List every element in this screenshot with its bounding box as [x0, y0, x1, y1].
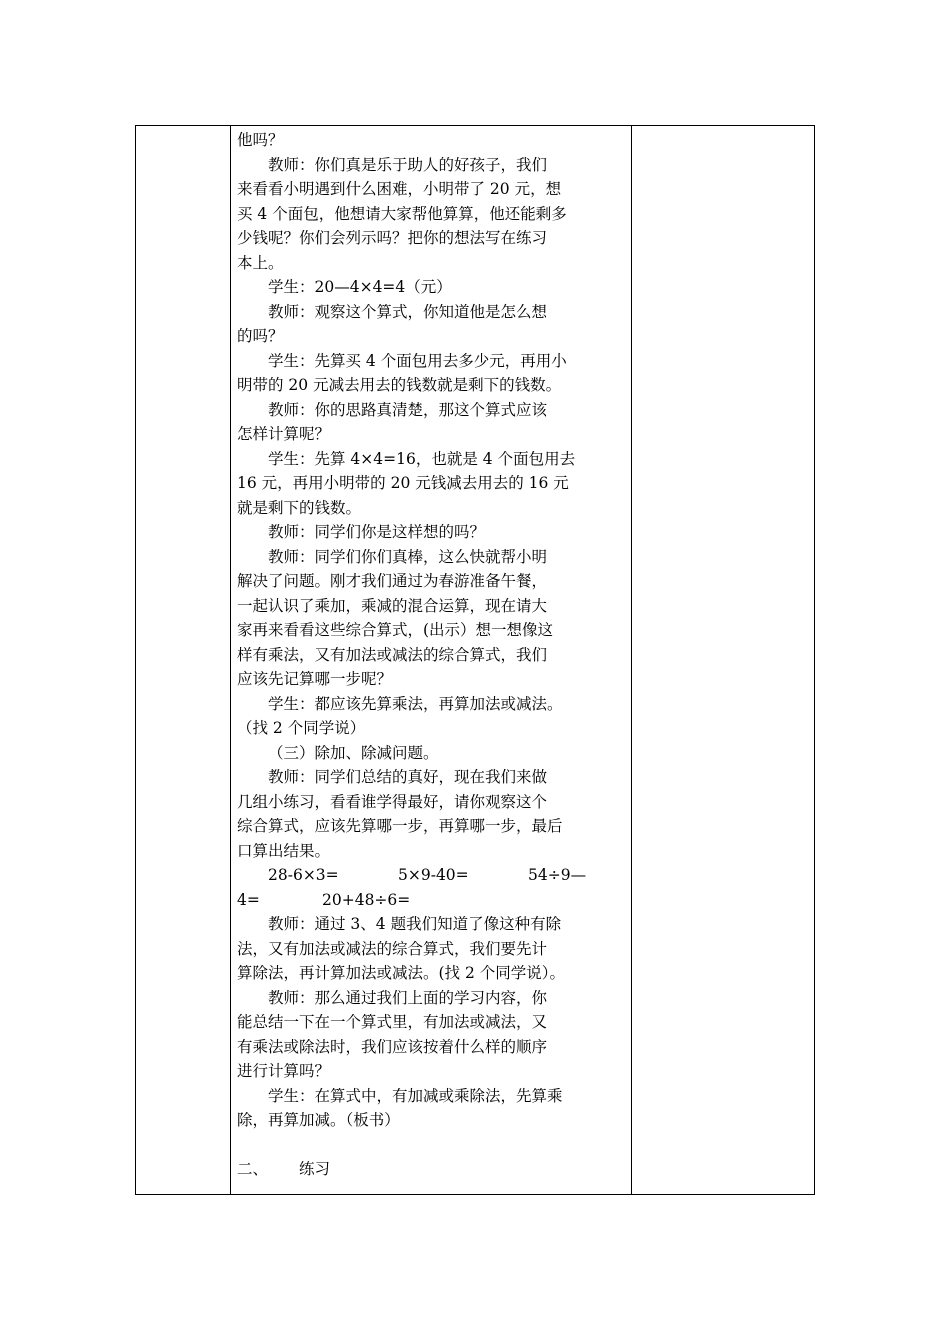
exercise-3: 54÷9— [528, 866, 587, 884]
text-line: 样有乘法，又有加法或减法的综合算式，我们 [237, 645, 548, 664]
text-line: 有乘法或除法时，我们应该按着什么样的顺序 [237, 1037, 548, 1056]
lesson-table [135, 125, 815, 1195]
text-line: 教师：同学们你是这样想的吗？ [268, 523, 486, 541]
section-heading [237, 1157, 625, 1182]
text-line: 能总结一下在一个算式里，有加法或减法，又 [237, 1013, 548, 1031]
text-line: 算除法，再计算加法或减法。(找 2 个同学说）。 [237, 964, 566, 982]
text-line: 本上。 [237, 253, 284, 272]
text-line: 学生：都应该先算乘法，再算加法或减法。 [268, 694, 563, 713]
right-column [632, 126, 814, 1194]
text-line: 16 元，再用小明带的 20 元钱减去用去的 16 元 [237, 474, 569, 492]
exercise-2: 5×9-40= [398, 866, 469, 884]
exercise-row-2 [237, 888, 625, 913]
text-line: 学生：20—4×4=4（元） [268, 278, 452, 296]
section-number: 二、 [237, 1160, 269, 1178]
text-line: （三）除加、除减问题。 [268, 743, 439, 762]
exercise-3-continued: 4= [237, 890, 260, 909]
text-line: 来看看小明遇到什么困难，小明带了 20 元，想 [237, 180, 562, 198]
text-line: 除，再算加减。（板书） [237, 1111, 400, 1129]
text-line: 教师：你们真是乐于助人的好孩子，我们 [268, 155, 548, 174]
text-line: 应该先记算哪一步呢？ [237, 670, 393, 688]
exercise-1: 28-6×3= [268, 866, 339, 884]
text-line: 几组小练习，看看谁学得最好，请你观察这个 [237, 792, 548, 811]
text-line: 的吗？ [237, 327, 284, 345]
text-block-2 [237, 912, 625, 1133]
blank-line [237, 1133, 625, 1158]
text-line: 学生：在算式中，有加减或乘除法，先算乘 [268, 1086, 563, 1105]
text-line: 教师：通过 3、4 题我们知道了像这种有除 [268, 915, 562, 933]
text-line: （找 2 个同学说） [237, 719, 366, 737]
text-line: 教师：观察这个算式，你知道他是怎么想 [268, 302, 548, 321]
text-line: 进行计算吗？ [237, 1062, 331, 1080]
text-line: 怎样计算呢？ [237, 425, 331, 443]
text-line: 口算出结果。 [237, 841, 331, 860]
section-title: 练习 [299, 1160, 331, 1178]
text-block-1 [237, 128, 625, 863]
text-line: 教师：同学们你们真棒，这么快就帮小明 [268, 547, 548, 566]
text-line: 少钱呢？你们会列示吗？把你的想法写在练习 [237, 229, 548, 247]
exercise-row [237, 863, 625, 888]
text-line: 综合算式，应该先算哪一步，再算哪一步，最后 [237, 817, 563, 835]
text-line: 学生：先算 4×4=16，也就是 4 个面包用去 [268, 449, 576, 468]
text-line: 教师：同学们总结的真好，现在我们来做 [268, 768, 548, 786]
text-line: 就是剩下的钱数。 [237, 498, 362, 517]
text-line: 学生：先算买 4 个面包用去多少元，再用小 [268, 351, 567, 370]
text-line: 教师：那么通过我们上面的学习内容，你 [268, 988, 548, 1007]
text-line: 买 4 个面包，他想请大家帮他算算，他还能剩多 [237, 204, 567, 223]
main-column [231, 126, 632, 1194]
text-line: 明带的 20 元减去用去的钱数就是剩下的钱数。 [237, 376, 562, 394]
text-line: 家再来看看这些综合算式，(出示）想一想像这 [237, 621, 554, 639]
text-line: 教师：你的思路真清楚，那这个算式应该 [268, 400, 548, 419]
exercise-4: 20+48÷6= [322, 890, 411, 909]
text-line: 法，又有加法或减法的综合算式，我们要先计 [237, 939, 548, 958]
text-line: 一起认识了乘加，乘减的混合运算，现在请大 [237, 596, 548, 615]
text-line: 解决了问题。刚才我们通过为春游准备午餐， [237, 572, 548, 590]
text-line: 他吗？ [237, 131, 284, 149]
left-column [136, 126, 231, 1194]
